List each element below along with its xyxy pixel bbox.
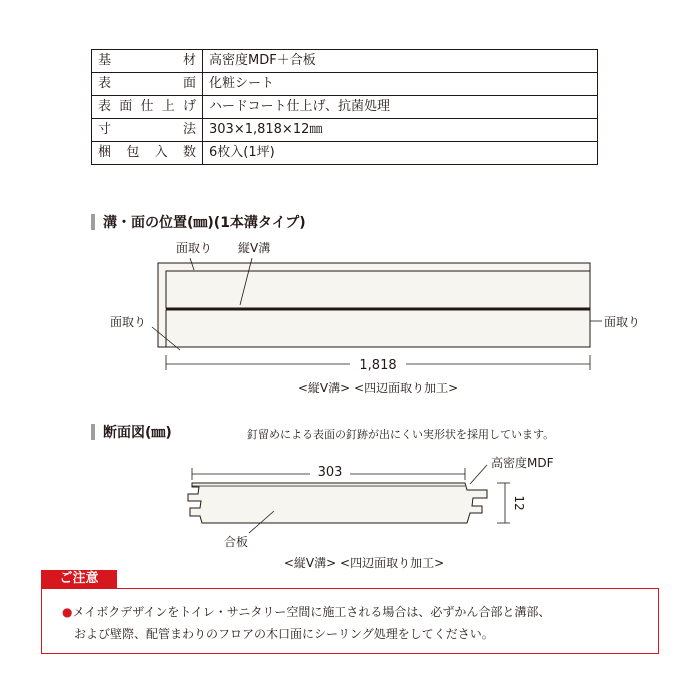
spec-value: 303×1,818×12㎜ [203, 119, 598, 142]
groove-label: 縦V溝 [238, 241, 271, 255]
mdf-label: 高密度MDF [491, 456, 554, 470]
chamfer-left-label: 面取り [110, 315, 147, 329]
spec-label-char: 法 [182, 122, 196, 137]
cross-section-title-text: 断面図(㎜) [103, 425, 172, 441]
spec-label-char: 数 [182, 145, 196, 160]
spec-label-char: 上 [161, 99, 175, 114]
spec-label-char: 入 [154, 145, 168, 160]
spec-label-char: 材 [182, 53, 196, 68]
groove-section-title-text: 溝・面の位置(㎜)(1本溝タイプ) [103, 215, 306, 231]
caution-box [41, 588, 659, 654]
plywood-label: 合板 [224, 535, 249, 549]
caution-bullet-icon: ● [62, 605, 73, 619]
width-dimension: 303 [317, 465, 343, 480]
spec-label-char: 仕 [140, 99, 154, 114]
spec-value: 高密度MDF＋合板 [203, 50, 598, 73]
plan-view-diagram [110, 240, 640, 395]
length-dimension: 1,818 [359, 358, 397, 373]
caution-line-1-text: メイボクデザインをトイレ・サニタリー空間に施工される場合は、必ずかん合部と溝部、 [72, 605, 551, 619]
cross-section-diagram [188, 455, 554, 570]
spec-label-char: 寸 [98, 122, 112, 137]
spec-label-char: 包 [126, 145, 140, 160]
chamfer-top-label: 面取り [176, 241, 213, 255]
spec-label-char: 表 [98, 76, 112, 91]
caution-line-1 [62, 603, 550, 620]
spec-label-char: 基 [98, 53, 112, 68]
spec-label-char: げ [182, 99, 196, 114]
caution-line-2: および壁際、配管まわりのフロアの木口面にシーリング処理をしてください。 [74, 627, 494, 641]
spec-label-char: 面 [119, 99, 133, 114]
cross-section-note: 釘留めによる表面の釘跡が出にくい実形状を採用しています。 [247, 428, 555, 441]
spec-label-char: 面 [182, 76, 196, 91]
spec-label-char: 表 [98, 99, 112, 114]
groove-caption: <縦V溝> <四辺面取り加工> [297, 381, 459, 395]
caution-badge: ご注意 [41, 570, 117, 588]
chamfer-right-label: 面取り [604, 315, 641, 329]
spec-value: 化粧シート [203, 73, 598, 96]
spec-value: ハードコート仕上げ、抗菌処理 [203, 96, 598, 119]
spec-label-char: 梱 [98, 145, 112, 160]
spec-value: 6枚入(1坪) [203, 142, 598, 165]
thickness-dimension: 12 [512, 495, 526, 511]
cross-section-caption: <縦V溝> <四辺面取り加工> [283, 556, 445, 570]
